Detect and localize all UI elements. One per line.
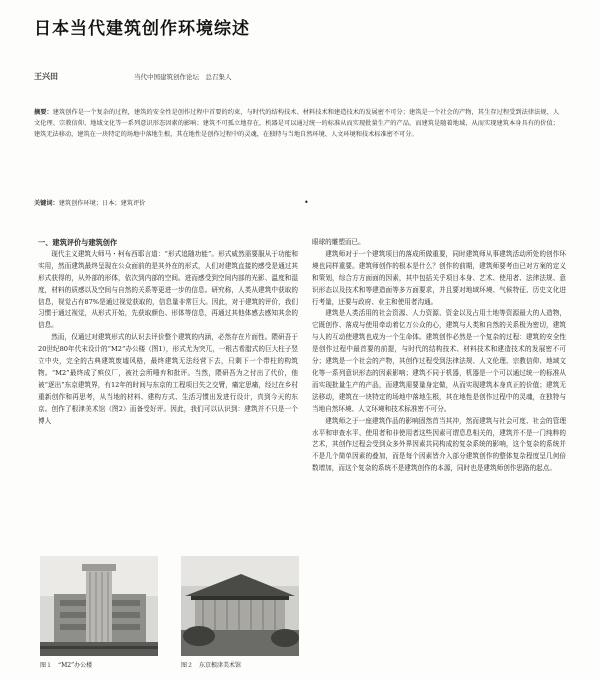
figure-m2-office-photo [40, 556, 158, 656]
right-paragraph: 建筑是人类活用的社会资源、人力资源、资金以及占用土地等资源最大的人造物，它既创作、落成与使用牵动着亿万公众的心，建筑与人类和自然的关系极为密切，建筑与人的互动使建筑也成为一个生命体。建筑创作必然是一个复杂的过程：建筑的安全性是创作过程中最首要的前提，与时代的结构技术、材料技术和建造技术的发展密不可分；建筑是一个社会的产物，其创作过程受到法律法规、人文伦理、宗教信仰、地域文化等一系列意识形态的因素影响；建筑不同于机器，机器是一个可以通过统一的标准从而实现批量生产的产品，而建筑需要量身定做，从而实现建筑本身真正的价值；建筑无法移动，建筑在一块特定的场地中落地生根，其在地性是创作过程中的灵魂，在独特与当地自然环境、人文环境和技术标准密不可分。 [312, 309, 566, 413]
article-title: 日本当代建筑创作环境综述 [34, 19, 250, 39]
author-name: 王兴田 [34, 72, 58, 81]
right-paragraph: 眼球的雕塑而已。 [312, 238, 365, 246]
section-heading: 一、建筑评价与建筑创作 [38, 238, 118, 247]
right-paragraph: 建筑师之于一座建筑作品的影响固然首当其冲，然而建筑与社会可度、社会的管理水平和审查水平、使用者和非使用者这些因素可谓息息相关的，建筑并不是一门纯粹的艺术，其创作过程会受到众多外界因素共同构成的复杂系统的影响，这个复杂的系统并不是几个简单因素的叠加，而是每个因素皆介入部分建筑创作的整体复杂程度呈几何倍数增加，而这个复杂的系统不是建筑创作的本源，同时也是建筑师创作思路的起点。 [312, 416, 566, 473]
abstract-text: 建筑创作是一个复杂的过程，建筑的安全性是创作过程中首要的约束，与时代的结构技术、材料技术和建造技术的发展密不可分；建筑是一个社会的产物，其生存过程受到法律法规、人文伦理、宗教信仰、地域文化等一系列意识形态因素的影响；建筑不可孤立地存在，机器是可以通过统一的标准从而实现批量生产的产品，而建筑是随着地域、从而实现建筑本身具有的价值；建筑无法移动，建筑在一块特定的场地中落地生根，其在地性是创作过程中的灵魂，在独特与当地自然环境、人文环境和技术标准密不可分。 [34, 109, 560, 138]
left-paragraph: 然而，仅通过对建筑形式的认识去评价整个建筑的内涵，必然存在片面性。隈研吾于20世纪80年代末设计的“M2”办公楼（图1），形式尤为突兀，一根古希腊式的巨大柱子竖立中央，完全的古典建筑废墟风格，最终建筑无法经营下去，只剩下一个带柱的构筑物。“M2”最终成了殡仪厂，被社会所唾弃和批评。当然，隈研吾为之付出了代价，他被“逐出”东京建筑界，有12年的时间与东京的工程项目失之交臂，痛定思痛，经过在乡村重新创作和再思考，从当地的材料、建构方式、生活习惯出发进行设计，真到今天的东京。创作了根津美术馆（图2）而备受好评。因此，我们可以认识到：建筑并不只是一个博人 [38, 333, 298, 425]
keywords [34, 198, 554, 207]
figure-1-caption: 图１ “M2”办公楼 [40, 662, 93, 669]
right-paragraph: 建筑师对于一个建筑项目的落成所做重要，同时建筑师从事建筑活动所处的创作环境也同样重要。建筑师创作的根本是什么？创作的前期，建筑师要考由已对方案的定义和策划，综合方方面面的因素，其中包括关乎项目本身、艺术、使用者、法律法规、意识形态以及技术和等建造面等多方面要求，并且要对地域环境、气候特征、历史文化进行考量，还要与政府、业主和使用者沟通。 [312, 249, 566, 306]
keywords-text: 建筑创作环境；日本；建筑评价 [58, 200, 146, 207]
right-column [312, 237, 566, 475]
abstract-label: 摘要： [34, 109, 53, 116]
figure-nezu-museum-photo [181, 556, 299, 656]
left-paragraph: 现代主义建筑大师马・柯布西耶言道：“形式追随功能”。形式威然需要服从于功能和实用，然而建筑最终呈现在公众面前的是其外在的形式，人们对建筑直接的感受是通过其形式获得的，从外部的形体，依次到内部的空间。进而感受到空间内部的光影、温度和湿度，材料的质感以及空间与自然的关系等更进一步的信息。研究称，人类从建筑中获取的信息，视觉占有87%是通过视觉获取的，信息量非常巨大。因此，对于建筑的评价，我们习惯于通过视觉，从形式开始，先获取颜色、形体等信息，再通过其他体感去感知其余的信息。 [38, 249, 298, 330]
figure-2-caption: 图２ 东京根津美术馆 [181, 662, 242, 669]
bullet-mark: • [304, 198, 309, 207]
author-affiliation: 当代中国建筑创作论坛 总召集人 [134, 73, 232, 81]
abstract [34, 108, 559, 141]
left-column [38, 237, 298, 428]
keywords-label: 关键词： [34, 200, 59, 207]
